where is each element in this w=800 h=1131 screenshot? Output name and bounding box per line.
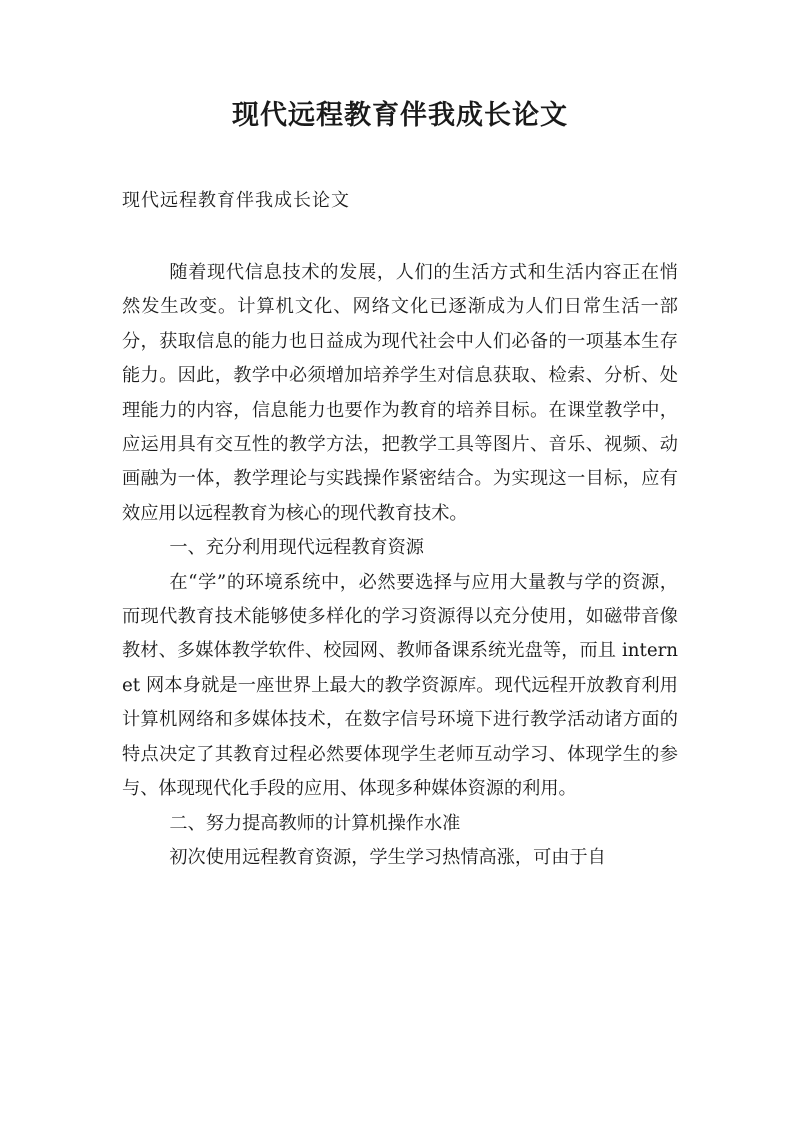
body-paragraph: 初次使用远程教育资源，学生学习热情高涨，可由于自 bbox=[169, 846, 606, 868]
section-heading: 二、努力提高教师的计算机操作水准 bbox=[169, 812, 461, 834]
body-paragraph: 在“学”的环境系统中，必然要选择与应用大量教与学的资源，而现代教育技术能够使多样化的学习资源得以充分使用，如磁带音像教材、多媒体教学软件、校园网、教师备课系统光盘等，而且 internet 网本身就是一座世界上最大的教学资源库。现代远程开放教育利用计算机网络和多媒体技术，在数字信号环境下进行教学活动诸方面的特点决定了其教育过程必然要体现学生老师互动学习、体现学生的参与、体现现代化手段的应用、体现多种媒体资源的利用。 bbox=[122, 571, 678, 800]
document-title: 现代远程教育伴我成长论文 bbox=[232, 100, 568, 131]
document-subtitle: 现代远程教育伴我成长论文 bbox=[122, 190, 350, 211]
body-paragraph: 随着现代信息技术的发展，人们的生活方式和生活内容正在悄然发生改变。计算机文化、网络文化已逐渐成为人们日常生活一部分，获取信息的能力也日益成为现代社会中人们必备的一项基本生存能力。因此，教学中必须增加培养学生对信息获取、检索、分析、处理能力的内容，信息能力也要作为教育的培养目标。在课堂教学中，应运用具有交互性的教学方法，把教学工具等图片、音乐、视频、动画融为一体，教学理论与实践操作紧密结合。为实现这一目标，应有效应用以远程教育为核心的现代教育技术。 bbox=[122, 262, 678, 524]
section-heading: 一、充分利用现代远程教育资源 bbox=[169, 537, 424, 559]
document-body bbox=[122, 256, 678, 875]
